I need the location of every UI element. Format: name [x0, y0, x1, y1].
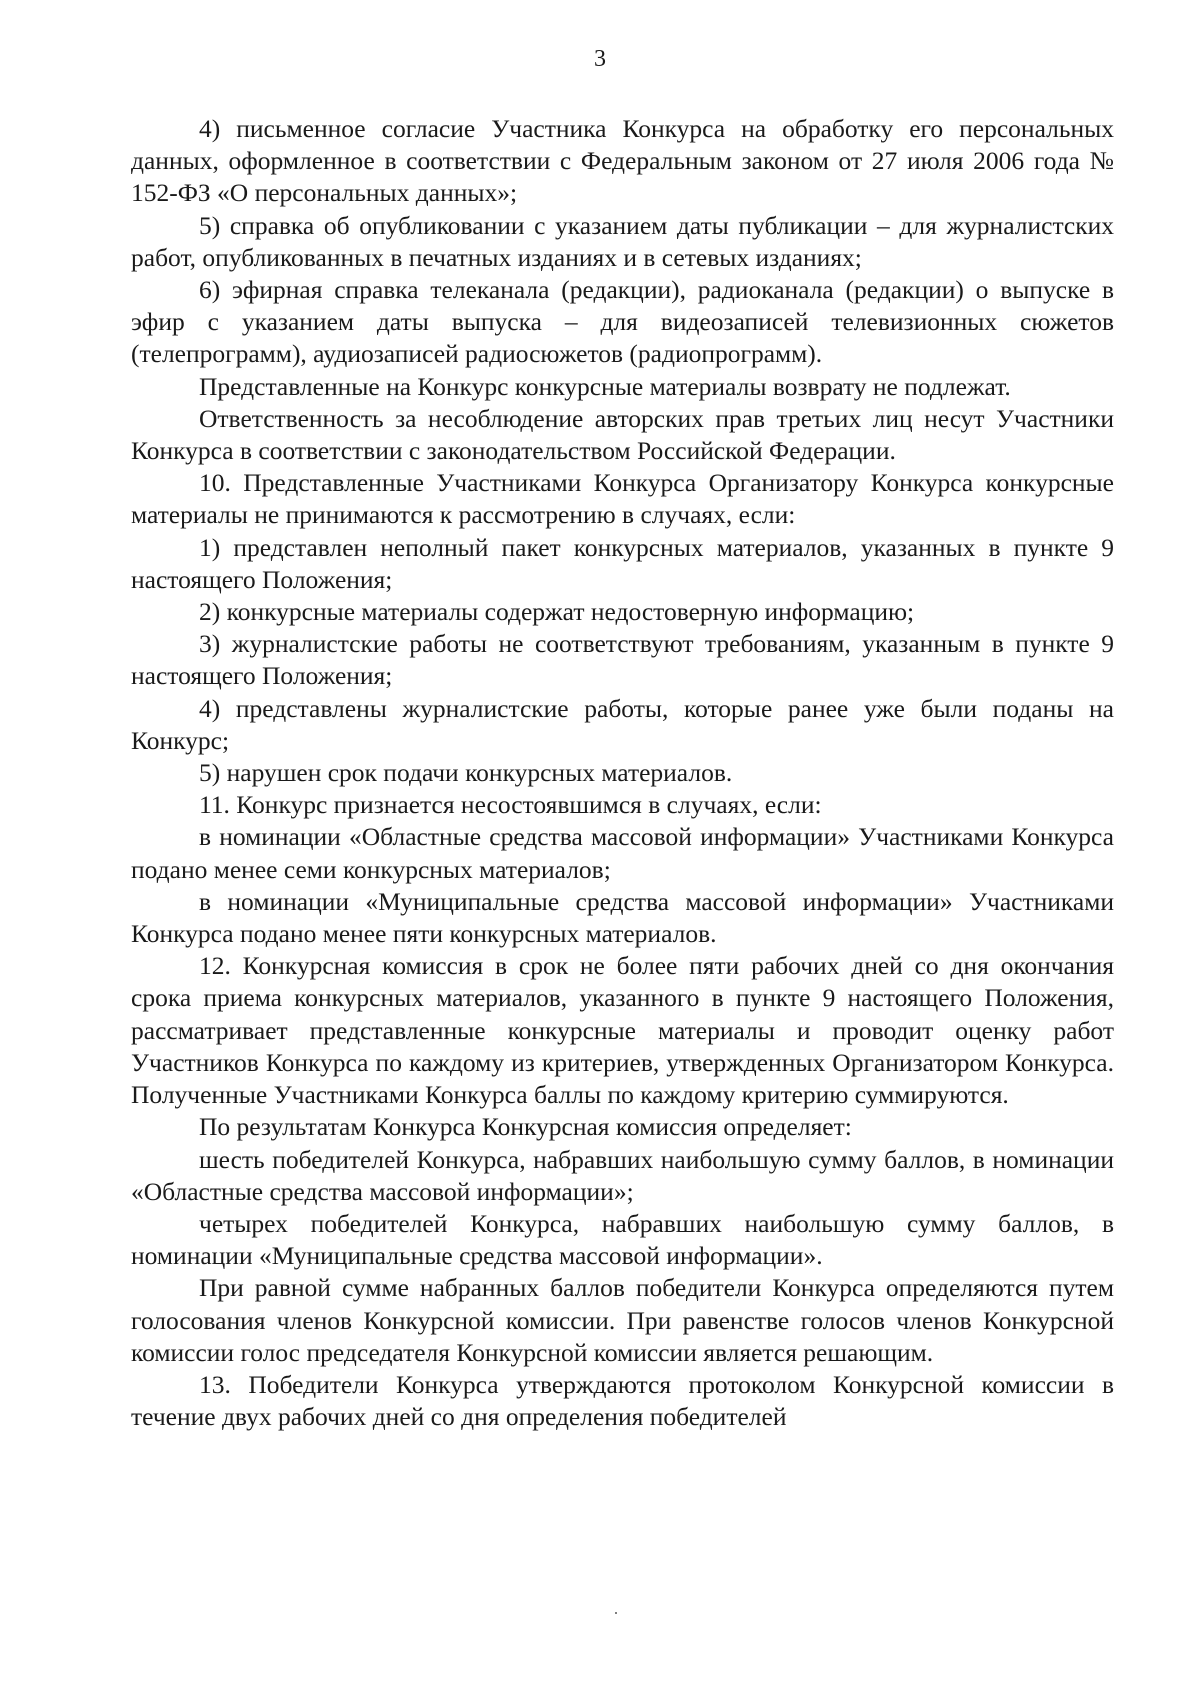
document-body — [131, 113, 1114, 1433]
paragraph-clause-10-item-4: 4) представлены журналистские работы, которые ранее уже были поданы на Конкурс; — [131, 693, 1114, 755]
paragraph-clause-11-regional: в номинации «Областные средства массовой информации» Участниками Конкурса подано менее семи конкурсных материалов; — [131, 822, 1114, 884]
paragraph-item-5-publication-certificate: 5) справка об опубликовании с указанием даты публикации – для журналистских работ, опубликованных в печатных изданиях и в сетевых изданиях; — [131, 210, 1114, 272]
paragraph-clause-10: 10. Представленные Участниками Конкурса Организатору Конкурса конкурсные материалы не принимаются к рассмотрению в случаях, если: — [131, 468, 1114, 530]
paragraph-clause-12: 12. Конкурсная комиссия в срок не более пяти рабочих дней со дня окончания срока приема конкурсных материалов, указанного в пункте 9 настоящего Положения, рассматривает представленные конкурсные материалы и проводит оценку работ Участников Конкурса по каждому из критериев, утвержденных Организатором Конкурса. Полученные Участниками Конкурса баллы по каждому критерию суммируются. — [131, 951, 1114, 1110]
paragraph-tie-break: При равной сумме набранных баллов победители Конкурса определяются путем голосования членов Конкурсной комиссии. При равенстве голосов членов Конкурсной комиссии голос председателя Конкурсной комиссии является решающим. — [131, 1273, 1114, 1367]
paragraph-clause-10-item-2: 2) конкурсные материалы содержат недостоверную информацию; — [199, 597, 915, 627]
paragraph-materials-not-returned: Представленные на Конкурс конкурсные материалы возврату не подлежат. — [199, 371, 1011, 401]
paragraph-regional-winners: шесть победителей Конкурса, набравших наибольшую сумму баллов, в номинации «Областные средства массовой информации»; — [131, 1144, 1114, 1206]
page-number: 3 — [594, 46, 606, 72]
scan-dot-mark — [615, 1612, 617, 1614]
paragraph-clause-13: 13. Победители Конкурса утверждаются протоколом Конкурсной комиссии в течение двух рабочих дней со дня определения победителей — [131, 1369, 1114, 1432]
paragraph-clause-11: 11. Конкурс признается несостоявшимся в случаях, если: — [199, 790, 822, 820]
paragraph-copyright-responsibility: Ответственность за несоблюдение авторских прав третьих лиц несут Участники Конкурса в соответствии с законодательством Российской Федерации. — [131, 403, 1114, 466]
paragraph-item-6-broadcast-certificate: 6) эфирная справка телеканала (редакции), радиоканала (редакции) о выпуске в эфир с указанием даты выпуска – для видеозаписей телевизионных сюжетов (телепрограмм), аудиозаписей радиосюжетов (радиопрограмм). — [131, 275, 1114, 369]
paragraph-results-determination: По результатам Конкурса Конкурсная комиссия определяет: — [199, 1112, 852, 1142]
paragraph-clause-11-municipal: в номинации «Муниципальные средства массовой информации» Участниками Конкурса подано менее пяти конкурсных материалов. — [131, 886, 1114, 949]
paragraph-clause-10-item-1: 1) представлен неполный пакет конкурсных материалов, указанных в пункте 9 настоящего Положения; — [131, 532, 1114, 594]
paragraph-item-4-consent: 4) письменное согласие Участника Конкурса на обработку его персональных данных, оформленное в соответствии с Федеральным законом от 27 июля 2006 года № 152-ФЗ «О персональных данных»; — [131, 114, 1114, 208]
paragraph-clause-10-item-3: 3) журналистские работы не соответствуют требованиям, указанным в пункте 9 настоящего Положения; — [131, 629, 1114, 691]
paragraph-municipal-winners: четырех победителей Конкурса, набравших наибольшую сумму баллов, в номинации «Муниципальные средства массовой информации». — [131, 1208, 1114, 1271]
paragraph-clause-10-item-5: 5) нарушен срок подачи конкурсных материалов. — [199, 758, 733, 788]
